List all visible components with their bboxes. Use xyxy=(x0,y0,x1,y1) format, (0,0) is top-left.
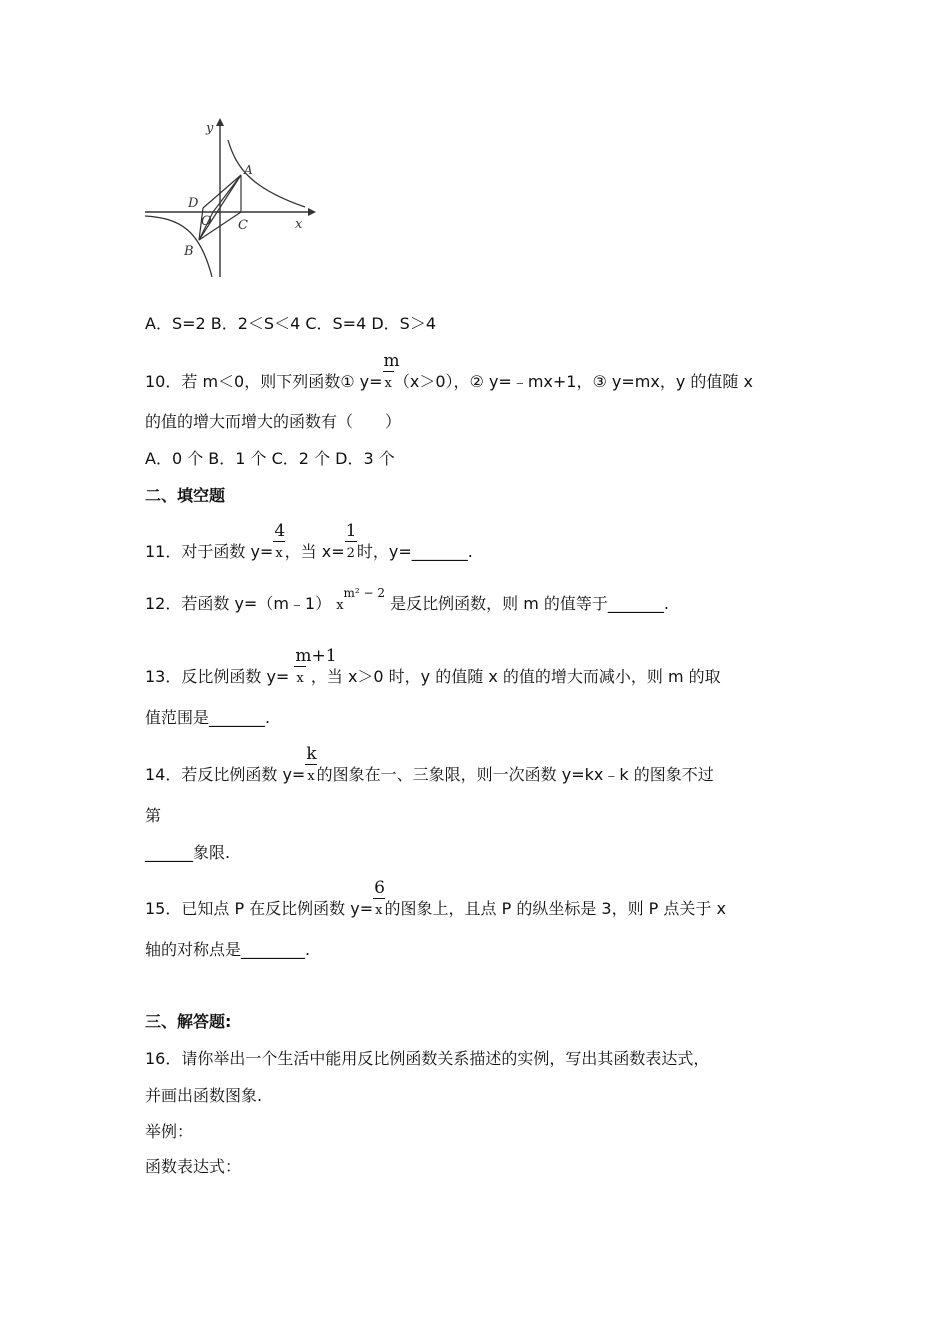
section-answer-heading: 三、解答题: xyxy=(145,1012,232,1031)
q15-fraction xyxy=(373,878,385,919)
q9-options: A．S=2 B．2＜S＜4 C．S=4 D．S＞4 xyxy=(145,314,437,333)
question-14 xyxy=(145,744,714,785)
q10-fraction xyxy=(383,351,400,392)
hyperbola-figure xyxy=(140,112,320,282)
q11-frac1-num: 4 xyxy=(274,521,286,541)
label-b: B xyxy=(184,244,194,259)
q13-prefix: 13．反比例函数 y= xyxy=(145,667,290,686)
q16-example-label: 举例： xyxy=(145,1122,194,1141)
question-10 xyxy=(145,351,753,392)
q10-suffix: （x＞0），② y=﹣mx+1，③ y=mx，y 的值随 x xyxy=(393,372,753,391)
q10-options: A．0 个 B．1 个 C．2 个 D．3 个 xyxy=(145,449,395,468)
q15-suffix: 的图象上，且点 P 的纵坐标是 3，则 P 点关于 x xyxy=(384,899,726,918)
q15-line2: 轴的对称点是________. xyxy=(145,940,311,959)
q10-prefix: 10．若 m＜0，则下列函数① y= xyxy=(145,372,383,391)
question-13 xyxy=(145,646,721,687)
q14-frac-num: k xyxy=(306,744,317,764)
q11-mid: ，当 x= xyxy=(284,542,345,561)
label-d: D xyxy=(188,196,199,211)
q11-prefix: 11．对于函数 y= xyxy=(145,542,274,561)
label-o: O xyxy=(201,214,212,229)
q12-prefix: 12．若函数 y=（m﹣1） xyxy=(145,594,332,613)
q16-line2: 并画出函数图象. xyxy=(145,1086,263,1105)
label-x: x xyxy=(295,217,303,232)
q12-suffix: 是反比例函数，则 m 的值等于_______. xyxy=(390,594,669,613)
q14-suffix: 的图象在一、三象限，则一次函数 y=kx﹣k 的图象不过 xyxy=(316,765,714,784)
segment-da xyxy=(203,175,241,208)
q13-frac-den: x xyxy=(296,671,304,686)
section-fill-in-heading: 二、填空题 xyxy=(145,486,226,505)
q12-base: x xyxy=(336,598,344,613)
q15-frac-den: x xyxy=(375,903,383,918)
q14-line3: ______象限. xyxy=(145,843,231,862)
hyperbola-branch-first-quadrant xyxy=(228,140,305,207)
q11-frac2-num: 1 xyxy=(345,521,357,541)
q15-prefix: 15．已知点 P 在反比例函数 y= xyxy=(145,899,374,918)
q14-frac-den: x xyxy=(307,769,315,784)
q11-fraction-2 xyxy=(345,521,357,562)
x-axis-arrow xyxy=(308,208,316,216)
q14-fraction xyxy=(305,744,317,785)
q13-fraction xyxy=(294,646,337,687)
question-11 xyxy=(145,521,473,562)
q16-line1: 16．请你举出一个生活中能用反比例函数关系描述的实例，写出其函数表达式， xyxy=(145,1049,710,1068)
y-axis-arrow xyxy=(216,118,224,126)
q11-suffix: 时，y=_______. xyxy=(356,542,473,561)
q11-frac1-den: x xyxy=(275,546,283,561)
q10-frac-num: m xyxy=(383,351,400,371)
q13-frac-num: m+1 xyxy=(295,646,337,666)
q16-expression-label: 函数表达式： xyxy=(145,1157,242,1176)
q13-suffix: ，当 x＞0 时，y 的值随 x 的值的增大而减小，则 m 的取 xyxy=(310,667,721,686)
q10-line2: 的值的增大而增大的函数有（ ） xyxy=(145,412,402,431)
q14-prefix: 14．若反比例函数 y= xyxy=(145,765,306,784)
label-a: A xyxy=(244,163,253,177)
label-y: y xyxy=(206,121,214,136)
q13-line2: 值范围是_______. xyxy=(145,708,271,727)
q12-exponent: m² − 2 xyxy=(343,586,386,600)
q15-frac-num: 6 xyxy=(374,878,385,898)
label-c: C xyxy=(238,218,248,233)
question-15 xyxy=(145,878,726,919)
q11-frac2-den: 2 xyxy=(346,546,355,561)
question-12 xyxy=(145,586,669,616)
q11-fraction-1 xyxy=(273,521,286,562)
q10-frac-den: x xyxy=(384,376,392,391)
q14-line2: 第 xyxy=(145,806,162,825)
